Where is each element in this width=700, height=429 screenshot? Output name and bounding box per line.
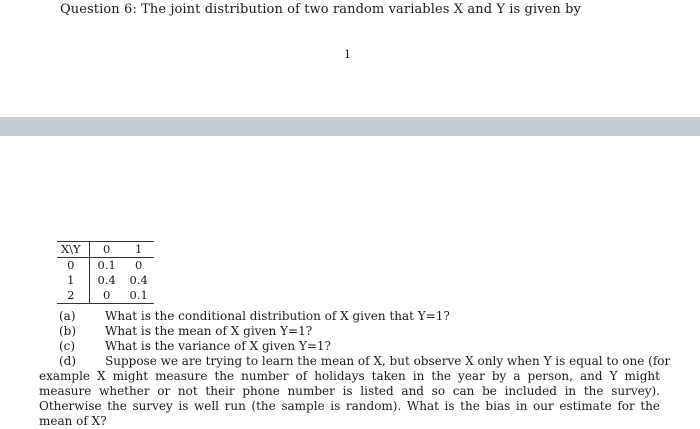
subquestion-label: (a)	[59, 309, 76, 323]
table-corner-label: X\Y	[57, 242, 89, 258]
subquestion-label: (c)	[59, 339, 76, 353]
joint-distribution-table	[57, 241, 154, 304]
page-number: 1	[344, 48, 351, 61]
subquestion-text: Suppose we are trying to learn the mean of X, but observe X only when Y is equal to one (for	[105, 354, 671, 368]
table-cell: 0.4	[97, 273, 116, 287]
subquestion-text: What is the conditional distribution of X given that Y=1?	[105, 309, 450, 323]
subquestion-label: (b)	[59, 324, 77, 338]
row-header-x2: 2	[57, 288, 89, 304]
table-row	[57, 288, 154, 304]
row-header-x0: 0	[57, 258, 89, 274]
table-cell: 0	[102, 288, 111, 302]
subquestion-text: What is the variance of X given Y=1?	[105, 339, 331, 353]
table-header-row	[57, 242, 154, 258]
table-cell: 0	[134, 258, 143, 272]
subquestion-label: (d)	[59, 354, 77, 368]
table-cell: 0.1	[129, 288, 148, 302]
subquestion-text: What is the mean of X given Y=1?	[105, 324, 313, 338]
column-header-y1: 1	[134, 242, 143, 256]
table-cell: 0.1	[97, 258, 116, 272]
table-row	[57, 258, 154, 274]
page-separator	[0, 117, 700, 136]
question-title: Question 6: The joint distribution of two random variables X and Y is given by	[60, 2, 582, 17]
row-header-x1: 1	[57, 273, 89, 288]
table-row	[57, 273, 154, 288]
table-cell: 0.4	[129, 273, 148, 287]
column-header-y0: 0	[102, 242, 111, 256]
subquestion-d-continuation: example X might measure the number of holidays taken in the year by a person, and Y might measure whether or not their phone number is listed and so can be included in the survey). Otherwise the survey is well run (the sample is random). What is the bias in our estimate for the mean of X?	[39, 369, 660, 428]
